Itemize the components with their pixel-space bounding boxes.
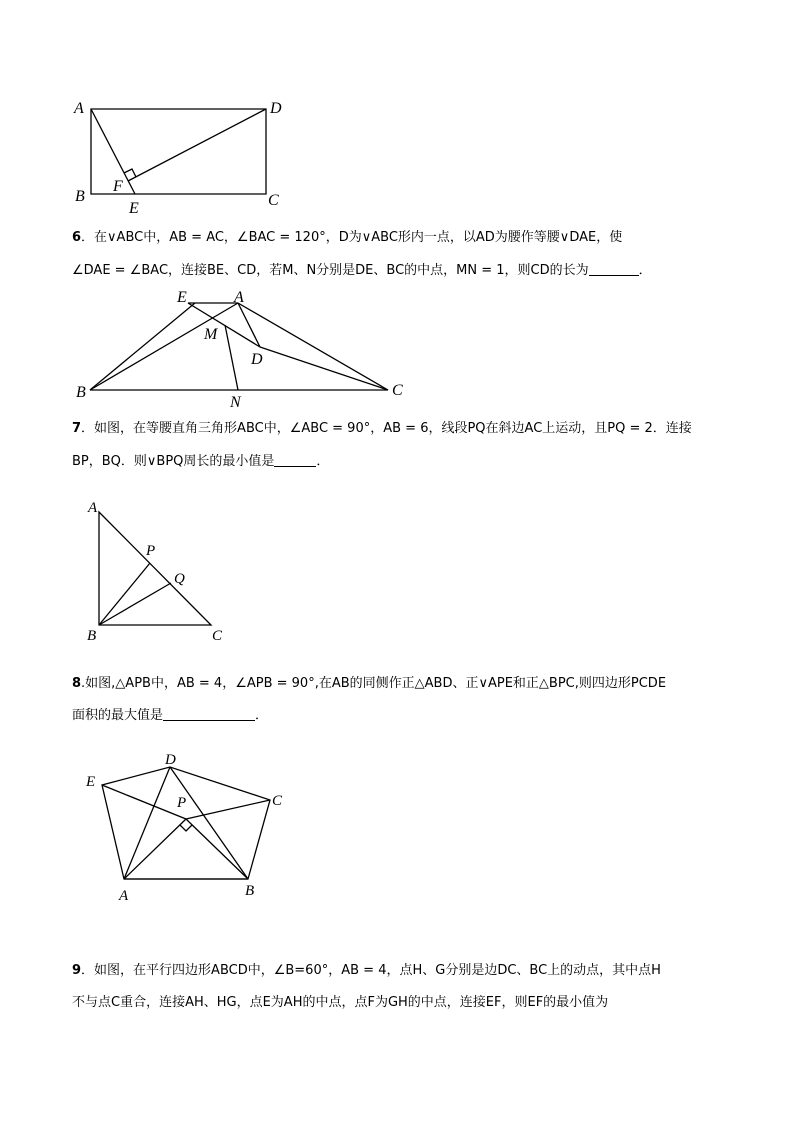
right-angle-mark-p — [180, 825, 192, 831]
problem-7-end: ． — [316, 454, 330, 469]
label-a: A — [88, 500, 98, 516]
label-c: C — [392, 382, 403, 399]
problem-7-text-2: BP，BQ．则∨BPQ周长的最小值是 — [72, 454, 275, 469]
problem-6-end: ． — [638, 263, 652, 278]
problem-8-number: 8 — [72, 676, 82, 691]
problem-9-text-1: ．如图，在平行四边形ABCD中，∠B=60°，AB = 4，点H、G分别是边DC、BC上的动点，其中点H — [81, 963, 661, 978]
label-a: A — [119, 888, 129, 904]
label-c: C — [268, 192, 279, 209]
problem-8-line-2 — [72, 706, 732, 725]
label-b: B — [75, 188, 85, 205]
problem-6-number: 6 — [72, 230, 82, 245]
segment-bp — [186, 819, 248, 879]
figure-problem-6 — [70, 285, 420, 415]
problem-9-line-2 — [72, 994, 732, 1012]
problem-6-text-2: ∠DAE = ∠BAC，连接BE、CD，若M、N分别是DE、BC的中点，MN = 1，则CD的长为 — [72, 263, 589, 278]
figure-problem-8 — [80, 745, 300, 910]
label-b: B — [245, 883, 255, 899]
problem-6-line-2 — [72, 261, 732, 280]
figure-problem-7-svg — [75, 495, 245, 645]
problem-9-text-2: 不与点C重合，连接AH、HG，点E为AH的中点，点F为GH的中点，连接EF，则EF的最小值为 — [72, 995, 609, 1010]
label-b: B — [76, 384, 86, 401]
problem-7-line-2 — [72, 452, 732, 471]
label-e: E — [86, 774, 96, 790]
label-p: P — [177, 795, 187, 811]
label-a: A — [74, 100, 84, 117]
problem-6-answer-blank[interactable] — [589, 261, 639, 276]
figure-problem-8-svg — [80, 745, 300, 910]
problem-9-line-1 — [72, 962, 732, 980]
figure-rectangle-svg — [70, 95, 300, 220]
label-c: C — [212, 628, 223, 644]
problem-8-end: ． — [255, 708, 269, 723]
segment-ap — [124, 819, 186, 879]
pentagon-aecdb — [102, 767, 270, 879]
figure-problem-7 — [75, 495, 245, 645]
label-n: N — [230, 394, 241, 411]
problem-7-line-1 — [72, 420, 732, 438]
label-p: P — [146, 543, 156, 559]
figure-rectangle-abcd — [70, 95, 300, 220]
triangle-abc — [99, 512, 211, 625]
problem-7-text-1: ．如图，在等腰直角三角形ABC中，∠ABC = 90°，AB = 6，线段PQ在斜边AC上运动，且PQ = 2．连接 — [81, 421, 692, 436]
segment-pc — [186, 800, 270, 819]
problem-7-number: 7 — [72, 421, 82, 436]
segment-bq — [99, 583, 171, 625]
problem-6-line-1 — [72, 229, 732, 247]
label-a: A — [234, 289, 244, 306]
label-e: E — [177, 289, 187, 306]
segment-ep — [102, 785, 186, 819]
problem-6-text-1: ．在∨ABC中，AB = AC，∠BAC = 120°，D为∨ABC形内一点，以AD为腰作等腰∨DAE，使 — [81, 230, 623, 245]
label-d: D — [165, 752, 176, 768]
problem-8-text-1: .如图,△APB中，AB = 4，∠APB = 90°,在AB的同侧作正△ABD、正∨APE和正△BPC,则四边形PCDE — [81, 676, 667, 691]
label-b: B — [87, 628, 97, 644]
label-d: D — [251, 351, 263, 368]
segment-ad — [124, 767, 170, 879]
label-m: M — [204, 326, 218, 343]
segment-df — [128, 109, 266, 181]
label-e: E — [129, 200, 139, 217]
problem-9-number: 9 — [72, 963, 82, 978]
segment-mn — [225, 325, 238, 390]
segment-be — [90, 303, 195, 390]
problem-8-line-1 — [72, 675, 732, 693]
problem-8-answer-blank[interactable] — [163, 706, 255, 721]
problem-8-text-2: 面积的最大值是 — [72, 708, 164, 723]
segment-bp — [99, 563, 150, 625]
label-d: D — [270, 100, 282, 117]
label-f: F — [113, 178, 123, 195]
figure-problem-6-svg — [70, 285, 420, 415]
label-q: Q — [174, 571, 185, 587]
label-c: C — [272, 793, 283, 809]
problem-7-answer-blank[interactable] — [274, 452, 316, 467]
segment-ba — [90, 303, 238, 390]
